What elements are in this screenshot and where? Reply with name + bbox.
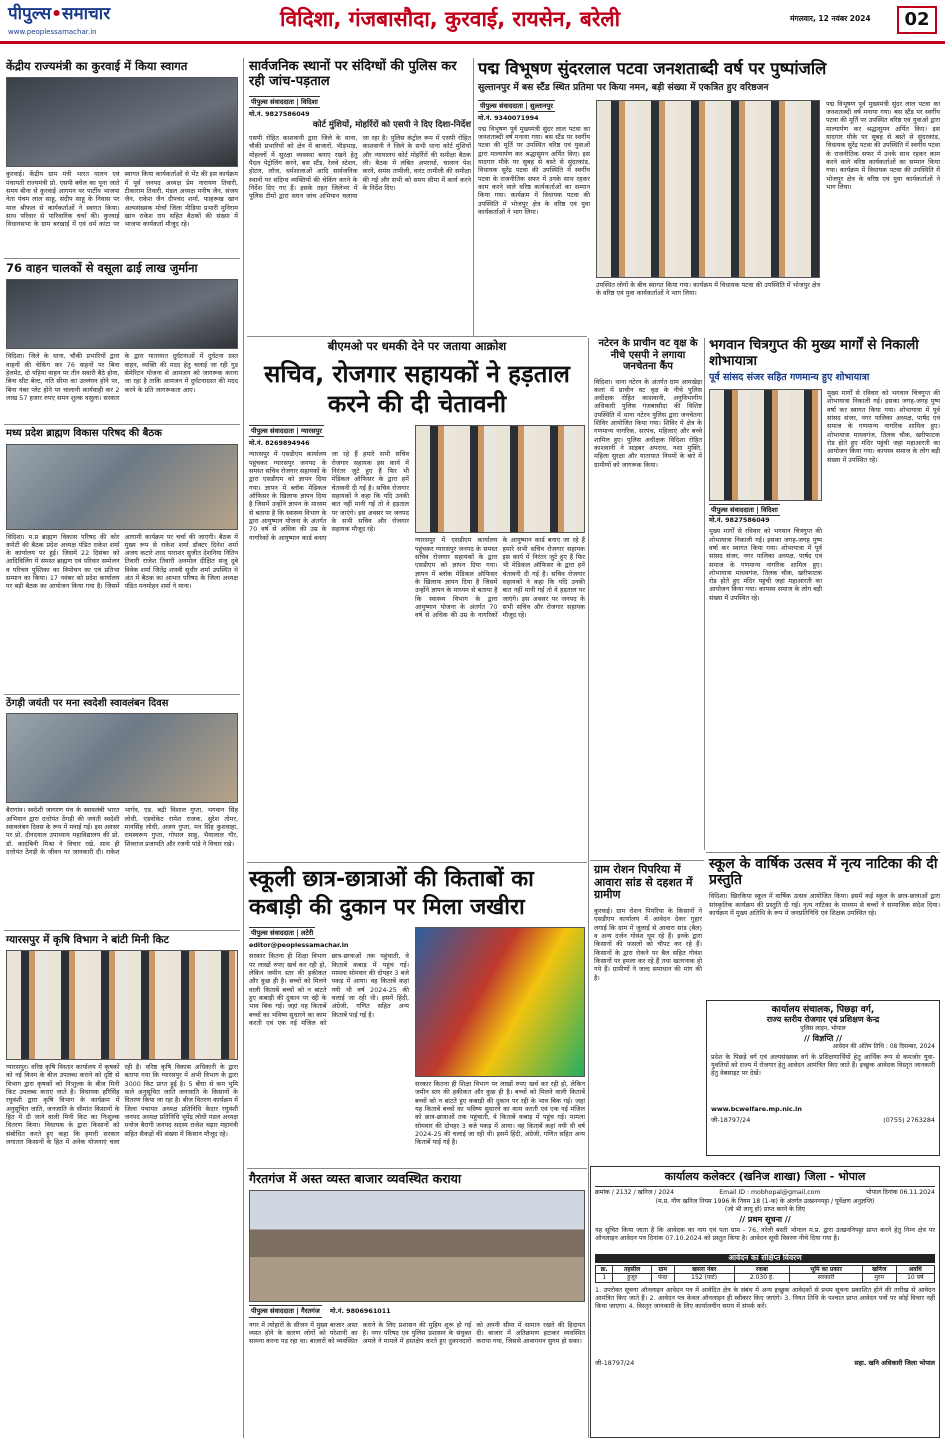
- netran-headline: नटेरन के प्राचीन वट वृक्ष के नीचे एसपी ने लगाया जनचेतना कैंप: [598, 338, 698, 372]
- police-story: [249, 60, 471, 335]
- ad2-title: कार्यालय कलेक्टर (खनिज शाखा) जिला - भोपाल: [595, 1171, 935, 1187]
- agri-body: ग्यारसपुर। वरिष्ठ कृषि विस्तार कार्यालय में कृषकों को नई किस्म के बीज उपलब्ध कराने को दृष्टि से विभाग द्वारा कृषकों को निःशुल्क के बीज मिनी किट उपलब्ध कराए जाते है। विधायक हरिसिंह रघुवंशी द्वारा कृषि विभाग के कार्यक्रम में अनुसूचित जाति, जनजाति के सीमांत किसानों के हित में दी जाने वाली मिनी किट का निःशुल्क वितरण किया। विधायक के द्वारा किसानों को संबोधित करते हुए कहा कि हमारी सरकार लगातार किसानों के हित में अनेक योजनाएं चला रही है। वरिष्ठ कृषि विकास अधिकारी के द्वारा बताया गया कि ग्यारसपुर में अभी विभाग के द्वारा 3000 किट प्राप्त हुई है। 5 बीघा से कम भूमि वाले अनुसूचित जाति जनजाति के किसानों के वितरण किया जा रहा है। बीज वितरण कार्यक्रम में जिला पंचायत अध्यक्ष प्रतिनिधि केदार रघुवंशी जनपद अध्यक्ष प्रतिनिधि भूपेंद्र लोधी मंडल अध्यक्ष मनोज बैरागी जनपद सदस्य राजेश चढ़ार महामंत्री सहित सैकड़ों की संख्या में किसान मौजूद रहे।: [6, 1063, 238, 1147]
- ad2-td: फंदा: [651, 1274, 674, 1283]
- patwa-body: पद्म विभूषण पूर्व मुख्यमंत्री सुंदर लाल पटवा का जनशताब्दी वर्ष मनाया गया। बस स्टैंड पर स्वर्गीय पटवा की मूर्ति पर उपस्थित वरिष्ठ एवं युवाओं द्वारा माल्यार्पण कर श्रद्धासुमन अर्पित किए। इस यादगार मौके पर सुबह से बस्ते से सुंदरकांड, विधायक सुरेंद्र पटवा की उपस्थिति में स्वर्गीय पटवा के राजनीतिक सफर में उनके साथ रहकर काम करने वाले वरिष्ठ कार्यकर्ताओं का सम्मान किया गया। कार्यक्रम में विधायक पटवा की उपस्थिति में भोजपुर क्षेत्र के वरिष्ठ एवं युवा कार्यकर्ताओं ने भाग लिया।: [478, 124, 590, 217]
- ad1-title2: राज्य स्तरीय रोजगार एवं प्रशिक्षण केन्द्र: [766, 1015, 880, 1025]
- website: www.peoplessamachar.in: [8, 28, 97, 36]
- ad-backward-class: [706, 1000, 940, 1156]
- netran-body: विदिशा। थाना नटेरन के अंतर्गत ग्राम आमखेड़ा कलां में प्राचीन वट वृक्ष के नीचे पुलिस अधीक्षक रोहित काशवानी, अनुविभागीय अधिकारी पुलिस गंजबासौदा की विशिष्ट उपस्थिति में थाना नटेरन पुलिस द्वारा जनचेतना शिविर आयोजित किया गया। शिविर में क्षेत्र के गणमान्य नागरिक, सरपंच, महिलाएं और बच्चे शामिल हुए। पुलिस अधीक्षक विदिशा रोहित काशवानी ने साइबर अपराध, नशा मुक्ति, महिला सुरक्षा और यातायात नियमों के बारे में ग्रामीणों को जागरूक किया।: [594, 377, 702, 469]
- police-byline: पीपुल्स संवाददाता | विदिशा: [249, 96, 320, 108]
- ad2-th: अवधि: [896, 1265, 934, 1274]
- bull-headline: ग्राम रोशन पिपरिया में आवारा सांड से दहशत में ग्रामीण: [594, 863, 693, 902]
- ad1-address: पुलिस लाइन, भोपाल: [800, 1024, 846, 1032]
- patwa-photo: [596, 100, 820, 278]
- ad2-table: [595, 1265, 935, 1283]
- patwa-mobile: मो.नं. 9340071994: [478, 113, 539, 122]
- minister-story: [6, 60, 238, 256]
- ad1-title: कार्यालय संचालक, पिछड़ा वर्ग,: [771, 1005, 875, 1015]
- bmo-photo: [415, 425, 585, 533]
- page-number: 02: [897, 6, 937, 34]
- fine-body: विदिशा। जिले के थाना, चौकी प्रभारियों द्वारा वाहनों की चेकिंग कर 76 वाहनों पर बिना हेलमेट, दो पहिया वाहन पर तीन सवारी बैठे होना, बिना सीट बेल्ट, गति सीमा का उल्लंघन होने पर, बिना नंबर प्लेट होने पर चालानी कार्यवाही कर 2 लाख 57 हजार रुपए समन शुल्क वसूला। सरकार के द्वारा यातायात दुर्घटनाओं में दुर्घटना ग्रस्त वाहन, व्यक्ति की मदद हेतु चलाई जा रही गुड सेमेरिटन योजना से आमजन को जागरूक करना जा रहा है ताकि आमजन में दुर्घटनाग्रस्त की मदद करने के प्रति जागरूकता आए।: [6, 352, 238, 402]
- ad1-contact: (0755) 2763284: [883, 1115, 935, 1124]
- ad2-th: खसरा नंबर: [674, 1265, 734, 1274]
- brand-logo: पीपुल्स•समाचार: [8, 4, 111, 24]
- brahmin-headline: मध्य प्रदेश ब्राह्मण विकास परिषद की बैठक: [6, 428, 162, 439]
- chitragupt-byline: पीपुल्स संवाददाता | विदिशा: [709, 504, 780, 516]
- school-body-cont: सरकार कितना ही शिक्षा विभाग पर लाखों रुपए खर्च कर रही हो, लेकिन जमीन स्तर की हकीकत और कुछ ही है। बच्चों को मिलने वाली किताबें बच्चों को न बांटते हुए कबाड़ी की दुकान पर रद्दी के भाव बिक गई। जहां यह किताबें बच्चों का भविष्य सुधारने का काम करती एवं एक नई मंजिल को छात्र-छात्राओं तक पहुंचाती, वे किताबें कबाड़ में पहुंच गई। मामला सोमवार की दोपहर 3 बजे पकड़ में आया। वह किताबें कहां नयी थी वर्ष 2024-25 की चलाई जा रही थी। इसमें हिंदी, अंग्रेजी, गणित सहित अन्य किताबें पाई गई है।: [415, 1080, 585, 1147]
- ad2-td: 1: [596, 1274, 613, 1283]
- patwa-headline: पद्म विभूषण सुंदरलाल पटवा जनशताब्दी वर्ष पर पुष्पांजलि: [478, 59, 827, 78]
- ad1-deadline: आवेदन की अंतिम तिथि : 08 दिसम्बर, 2024: [832, 1043, 935, 1051]
- ad2-td: 10 वर्ष: [896, 1274, 934, 1283]
- school-email: editor@peoplessamachar.in: [249, 941, 349, 950]
- bull-story: [594, 864, 702, 1164]
- chitragupt-headline: भगवान चित्रगुप्त की मुख्य मार्गों से निकाली शोभायात्रा: [709, 337, 919, 369]
- ad-collector-mining: [590, 1166, 940, 1438]
- patwa-byline: पीपुल्स संवाददाता | सुल्तानपुर: [478, 100, 555, 112]
- annual-story: [709, 856, 940, 996]
- ad2-th: खनिज: [862, 1265, 896, 1274]
- chitragupt-body: मुख्य मार्गों से रविवार को भगवान चित्रगुप्त की शोभायात्रा निकाली गई। इसका जगह-जगह पुष्प वर्षा कर स्वागत किया गया। शोभायात्रा में पूर्व सांसद संजर, नगर पालिका अध्यक्ष, पार्षद एवं समाज के गणमान्य नागरिक शामिल हुए। शोभायात्रा माधवगंज, तिलक चौक, खरीफाटक रोड होते हुए मंदिर पहुंची जहां महाआरती का आयोजन किया गया। कायस्थ समाज के लोग बड़ी संख्या में उपस्थित रहे।: [709, 527, 822, 602]
- ad1-footer: जी-18797/24: [711, 1115, 751, 1124]
- brahmin-body: विदिशा। म.प्र ब्राह्मण विकास परिषद की कोर कमेटी की बैठक प्रदेश अध्यक्ष पंडित राकेश शर्मा के कार्यालय पर हुई। जिसमें 22 दिसंबर को आदिविलिंग में समस्त ब्राह्मण एवं परिवार सम्मेलन व परिचय पुस्तिका का विमोचन का एवं प्रतिभा सम्मान का किया। 17 नवंबर को प्रदेश कार्यालय पर बड़ी बैठक का आयोजन किया गया है। जिसमें आगामी कार्यक्रम पर चर्चा की जाएगी। बैठक में मुख्य रूप से राकेश शर्मा डॉक्टर दिनेश शर्मा अजय कटारे शरद पाराशर सुजीत देशनिया नितिन तिवारी राजेश तिवारी अनमोल दीक्षित संजू दुबे विवेक शर्मा जितेंद्र शास्त्री सुधीर शर्मा उपस्थित थे अंत में बैठक का आभार परिषद के जिला अध्यक्ष पंडित मनमोहन शर्मा ने माना।: [6, 532, 238, 591]
- ad2-th: क्र.: [596, 1265, 613, 1274]
- ad2-td: 2.030 हे.: [734, 1274, 790, 1283]
- ad2-th: ग्राम: [651, 1265, 674, 1274]
- chitragupt-photo: [709, 389, 822, 501]
- annual-headline: स्कूल के वार्षिक उत्सव में नृत्य नाटिका की दी प्रस्तुति: [709, 856, 938, 889]
- ad2-table-title: आवेदन का संक्षिप्त विवरण: [595, 1254, 935, 1263]
- police-subhead: कोर्ट मुंशियों, मोहर्रिरों को एसपी ने दिए दिशा-निर्देश: [312, 120, 471, 131]
- section-title: विदिशा, गंजबासौदा, कुरवाई, रायसेन, बरेली: [280, 7, 621, 31]
- ad2-sign: सहा. खनि अधिकारी जिला भोपाल: [854, 1358, 935, 1367]
- bmo-headline: सचिव, रोजगार सहायकों ने हड़ताल करने की दी चेतावनी: [264, 360, 570, 419]
- brahmin-photo: [6, 444, 238, 530]
- minister-body: कुरवाई। केंद्रीय ग्राम मंत्री भारत पालन एवं पंचायती राज्यमंत्री प्रो. एसपी बघेल का पूना जाते समय बीना से कुरवाई आगमन पर पार्टीय भाजपा नेता पंचम लाल साहू, संदीप साहू के निवास पर माल श्रीफल से कार्यकर्ताओं ने स्वागत किया। साथ परिवार से पारिवारिक चर्चा की। कुरवाई विधानसभा के ग्राम बरखाई में एवं धर्म कांटा पर स्वागत किया कार्यकर्ताओं से भेंट की इस कार्यक्रम में पूर्व जनपद अध्यक्ष प्रेम नारायण तिवारी, टीकाराम तिवारी, मंडल अध्यक्ष मनीष जैन, संजय जैन, राकेश जैन दीपचंद शर्मा, फाहरूख खान अल्पसंख्यक मोर्चा जिला मीडिया प्रभारी मुनिराम खान राकेश राय सहित बैठकों की संख्या में भाजपा कार्यकर्ता मौजूद रहे।: [6, 170, 238, 229]
- swadeshi-story: [6, 698, 238, 928]
- police-body: एसपी रोहित काशवानी द्वारा जिले के थाना, चौकी प्रभारियों को क्षेत्र में बाजारों, भीड़भाड़, मोहल्लों में सुरक्षा व्यवस्था बनाए रखने हेतु पैदल पेट्रोलिंग करने, बस स्टैंड, रेलवे स्टेशन, होटल, लॉज, धर्मशालाओं आदि सार्वजनिक स्थानों पर संदिग्ध व्यक्तियों की चेकिंग करने के निर्देश दिए गए हैं। इसके तहत जिलेभर में पुलिस टीमों द्वारा सघन जांच अभियान चलाया जा रहा है। पुलिस कंट्रोल रूम में एसपी रोहित काशवानी ने जिले के सभी थाना कोर्ट मुंशियों और न्यायालय कोर्ट मोहर्रिरों की समीक्षा बैठक ली। बैठक में लंबित अपराधों, चालान पेश करने, समंस तामीली, वारंट तामीली की समीक्षा की गई और सभी को समय सीमा में कार्य करने के निर्देश दिए।: [249, 133, 471, 201]
- bmo-body: ग्यारसपुर में एसडीएम कार्यालय पहुंचकर ग्यारसपुर जनपद के समस्त सचिव रोजगार सहायकों के द्वारा एसडीएम को ज्ञापन दिया गया। ज्ञापन में ब्लॉक मेडिकल ऑफिसर के खिलाफ ज्ञापन दिया है जिसमें उन्होंने ज्ञापन के माध्यम से बताया है कि स्वास्थ्य विभाग के द्वारा आयुष्मान योजना के अंतर्गत 70 वर्ष से अधिक की उम्र के नागरिकों के आयुष्मान कार्ड बनाए जा रहे हैं हमारे सभी सचिव रोजगार सहायक इस कार्य में निरंतर जुटे हुए हैं फिर भी मेडिकल ऑफिसर के द्वारा हमें चेतावनी दी गई है। सचिव रोजगार सहायकों ने कहा कि यदि उनकी बात नहीं मानी गई तो वे हड़ताल पर जाएंगे। इस अवसर पर जनपद के सभी सचिव और रोजगार सहायक मौजूद रहे।: [249, 450, 409, 542]
- ad2-date: भोपाल दिनांक 06.11.2024: [865, 1188, 935, 1196]
- ganj-byline: पीपुल्स संवाददाता | गैरतगंज: [249, 1305, 322, 1317]
- bmo-byline: पीपुल्स संवाददाता | ग्यारसपुर: [249, 425, 324, 437]
- police-mobile: मो.नं. 9827586049: [249, 110, 310, 119]
- annual-body: विदिशा। खिरकिया स्कूल में वार्षिक उत्सव आयोजित किया। इसमें कई स्कूल के छात्र-छात्राओं द्वारा सांस्कृतिक कार्यक्रम की प्रस्तुति दी गई। नृत्य नाटिका के माध्यम से बच्चों ने सामाजिक संदेश दिया। कार्यक्रम में मुख्य अतिथि के रूप में जनप्रतिनिधि एवं शिक्षक उपस्थित रहे।: [709, 892, 940, 917]
- ad2-th: तहसील: [613, 1265, 651, 1274]
- ganj-headline: गैरतगंज में अस्त व्यस्त बाजार व्यवस्थित कराया: [249, 1171, 462, 1186]
- patwa-subhead: सुल्तानपुर में बस स्टैंड स्थित प्रतिमा पर किया नमन, बड़ी संख्या में एकत्रित हुए वरिष्ठजन: [478, 81, 769, 93]
- chitragupt-subhead: पूर्व सांसद संजर सहित गणमान्य हुए शोभायात्रा: [709, 372, 870, 384]
- bmo-mobile: मो.नं. 8269894946: [249, 439, 310, 448]
- fine-headline: 76 वाहन चालकों से वसूला ढाई लाख जुर्माना: [6, 261, 198, 275]
- minister-photo: [6, 77, 238, 167]
- ad2-table-header: [596, 1265, 935, 1274]
- school-headline: स्कूली छात्र-छात्राओं की किताबों का कबाड़ी की दुकान पर मिला जखीरा: [249, 867, 534, 920]
- agri-headline: ग्यारसपुर में कृषि विभाग ने बांटी मिनी किट: [6, 934, 169, 946]
- ad2-td: 152 (पार्ट): [674, 1274, 734, 1283]
- ad2-ref: क्रमांक / 2132 / खनिज / 2024: [595, 1188, 675, 1196]
- bmo-body-cont: ग्यारसपुर में एसडीएम कार्यालय पहुंचकर ग्यारसपुर जनपद के समस्त सचिव रोजगार सहायकों के द्वारा एसडीएम को ज्ञापन दिया गया। ज्ञापन में ब्लॉक मेडिकल ऑफिसर के खिलाफ ज्ञापन दिया है जिसमें उन्होंने ज्ञापन के माध्यम से बताया है कि स्वास्थ्य विभाग के द्वारा आयुष्मान योजना के अंतर्गत 70 वर्ष से अधिक की उम्र के नागरिकों के आयुष्मान कार्ड बनाए जा रहे हैं हमारे सभी सचिव रोजगार सहायक इस कार्य में निरंतर जुटे हुए हैं फिर भी मेडिकल ऑफिसर के द्वारा हमें चेतावनी दी गई है। सचिव रोजगार सहायकों ने कहा कि यदि उनकी बात नहीं मानी गई तो वे हड़ताल पर जाएंगे। इस अवसर पर जनपद के सभी सचिव और रोजगार सहायक मौजूद रहे।: [415, 536, 585, 620]
- school-byline: पीपुल्स संवाददाता | लटेरी: [249, 927, 315, 939]
- masthead: [0, 0, 945, 44]
- netran-story: [594, 338, 702, 858]
- ad2-email: Email ID : mobhopal@gmail.com: [719, 1188, 821, 1196]
- police-headline: सार्वजनिक स्थानों पर संदिग्धों की पुलिस कर रही जांच-पड़ताल: [249, 59, 457, 89]
- ad2-td: हुजूर: [613, 1274, 651, 1283]
- school-body: सरकार कितना ही शिक्षा विभाग पर लाखों रुपए खर्च कर रही हो, लेकिन जमीन स्तर की हकीकत और कुछ ही है। बच्चों को मिलने वाली किताबें बच्चों को न बांटते हुए कबाड़ी की दुकान पर रद्दी के भाव बिक गई। जहां यह किताबें बच्चों का भविष्य सुधारने का काम करती एवं एक नई मंजिल को छात्र-छात्राओं तक पहुंचाती, वे किताबें कबाड़ में पहुंच गई। मामला सोमवार की दोपहर 3 बजे पकड़ में आया। वह किताबें कहां नयी थी वर्ष 2024-25 की चलाई जा रही थी। इसमें हिंदी, अंग्रेजी, गणित सहित अन्य किताबें पाई गई है।: [249, 952, 409, 1027]
- ad2-notes: 1. उपरोक्त सूचना ऑनलाइन आवेदन पत्र में आवेदित क्षेत्र के संबंध में अन्य इच्छुक आवेदकों से प्रथम सूचना प्रकाशित होने की तारीख से आवेदन आमंत्रित किए जाते हैं। 2. आवेदन पत्र केवल ऑनलाइन ही स्वीकार किए जाएंगे। 3. नियत तिथि के पश्चात प्राप्त आवेदन पत्रों पर कोई विचार नहीं किया जाएगा। 4. विस्तृत जानकारी के लिए कार्यालयीन समय में संपर्क करें।: [595, 1285, 935, 1311]
- issue-date: मंगलवार, 12 नवंबर 2024: [790, 14, 871, 23]
- ad2-th: रकबा: [734, 1265, 790, 1274]
- ad1-label: // विज्ञप्ति //: [803, 1034, 842, 1044]
- ganj-story: [249, 1172, 585, 1440]
- ad1-website: www.bcwelfare.mp.nic.in: [711, 1104, 802, 1113]
- ad2-th: भूमि का प्रकार: [790, 1265, 862, 1274]
- ad2-footer: जी-18797/24: [595, 1358, 635, 1367]
- brahmin-story: [6, 428, 238, 692]
- ganj-photo: [249, 1190, 585, 1302]
- ganj-mobile: मो.नं. 9806961011: [330, 1307, 391, 1316]
- minister-headline: केंद्रीय राज्यमंत्री का कुरवाई में किया स्वागत: [6, 59, 188, 73]
- ad2-body: यह सूचित किया जाता है कि आवेदक का नाम एवं पता ग्राम - 76, नरेली बस्ती भोपाल म.प्र. द्वारा उत्खननिपट्टा प्राप्त करने हेतु निम्न क्षेत्र पर ऑनलाइन आवेदन पत्र दिनांक 07.10.2024 को प्रस्तुत किया है। आवेदन सूची विवरण नीचे दिया गया है।: [595, 1226, 935, 1243]
- ad2-td: सरकारी: [790, 1274, 862, 1283]
- fine-photo: [6, 279, 238, 349]
- chitragupt-mobile: मो.नं. 9827586049: [709, 516, 770, 525]
- fine-story: [6, 262, 238, 422]
- chitragupt-body-cont: मुख्य मार्गों से रविवार को भगवान चित्रगुप्त की शोभायात्रा निकाली गई। इसका जगह-जगह पुष्प वर्षा कर स्वागत किया गया। शोभायात्रा में पूर्व सांसद संजर, नगर पालिका अध्यक्ष, पार्षद एवं समाज के गणमान्य नागरिक शामिल हुए। शोभायात्रा माधवगंज, तिलक चौक, खरीफाटक रोड होते हुए मंदिर पहुंची जहां महाआरती का आयोजन किया गया। कायस्थ समाज के लोग बड़ी संख्या में उपस्थित रहे।: [827, 388, 940, 464]
- school-photo: [415, 927, 585, 1077]
- table-row: [596, 1274, 935, 1283]
- brand-left: पीपुल्स: [8, 4, 52, 24]
- patwa-body-cont: पद्म विभूषण पूर्व मुख्यमंत्री सुंदर लाल पटवा का जनशताब्दी वर्ष मनाया गया। बस स्टैंड पर स्वर्गीय पटवा की मूर्ति पर उपस्थित वरिष्ठ एवं युवाओं द्वारा माल्यार्पण कर श्रद्धासुमन अर्पित किए। इस यादगार मौके पर सुबह से बस्ते से सुंदरकांड, विधायक सुरेंद्र पटवा की उपस्थिति में स्वर्गीय पटवा के राजनीतिक सफर में उनके साथ रहकर काम करने वाले वरिष्ठ कार्यकर्ताओं का सम्मान किया गया। कार्यक्रम में विधायक पटवा की उपस्थिति में भोजपुर क्षेत्र के वरिष्ठ एवं युवा कार्यकर्ताओं ने भाग लिया।: [826, 99, 940, 191]
- school-story: [249, 866, 585, 1166]
- ad2-sub: (जो भी लागू हो) प्राप्त करने के लिए: [724, 1206, 806, 1214]
- ganj-body: नगर में त्योहारों के सीजन में मुख्य बाजार अस्त व्यस्त होने के कारण लोगों को परेशानी का सामना करना पड़ रहा था। बाजारों को व्यवस्थित कराने के लिए प्रशासन की मुहिम शुरू हो गई है। नगर परिषद एवं पुलिस प्रशासन के संयुक्त अमले ने मामले में हस्तक्षेप करते हुए दुकानदारों को अपनी सीमा में सामान रखने की हिदायत दी। बाजार में अतिक्रमण हटाकर व्यवस्थित कराया गया, जिससे आवागमन सुगम हो सका।: [249, 1320, 585, 1346]
- ad1-body: प्रदेश के पिछड़े वर्ग एवं अल्पसंख्यक वर्ग के प्रशिक्षणार्थियों हेतु आर्थिक रूप से कमजोर युवा-युवतियों को राज्य में रोजगार हेतु आवेदन आमंत्रित किए जाते हैं। इच्छुक आवेदक विस्तृत जानकारी हेतु वेबसाइट पर देखें।: [711, 1052, 935, 1078]
- brand-right: समाचार: [61, 4, 111, 24]
- bmo-kicker: बीएमओ पर धमकी देने पर जताया आक्रोश: [327, 339, 507, 353]
- ad2-label: // प्रथम सूचना //: [739, 1214, 791, 1224]
- bull-body: कुरवाई। ग्राम रोशन पिपरिया के किसानों ने एसडीएम कार्यालय में आवेदन देकर गुहार लगाई कि ग्राम में जुलाई से आवारा सांड (बैल) व अन्य दर्जन गोवंश घूम रहे हैं। इनके द्वारा किसानों की फसलों को चौपट कर रहे हैं। किसानों के द्वारा रोकने पर बैल सहित गोवंश किसानों पर हमला कर रहे हैं तथा खतरनाक हो गये हैं। ग्रामीणों ने जल्द समाधान की मांग की है।: [594, 906, 702, 982]
- ad2-act: (म.प्र. गौण खनिज नियम 1996 के नियम 18 (1-क) के अंतर्गत उत्खननपट्टा / पूर्वेक्षण अनुज्ञप्ति): [655, 1198, 875, 1206]
- swadeshi-headline: ठेंगड़ी जयंती पर मना स्वदेशी स्वावलंबन दिवस: [6, 698, 169, 709]
- bmo-story: [249, 340, 585, 860]
- swadeshi-body: बैरागांव। स्वदेशी जागरण मंच के स्वावलंबी भारत अभियान द्वारा दत्तोपंत ठेंगड़ी की जयंती स्वदेशी स्वावलंबन दिवस के रूप में मनाई गई। इस अवसर पर प्रो. दीनदयाल उपाध्याय महाविद्यालय की प्रो. डॉ. कादंबिनी मिश्रा ने विचार रखे, साथ ही दत्तोपंत ठेंगड़ी के जीवन पर जानकारी दी। राकेश भार्गव, एड. बद्री विशाल गुप्ता, भगवान सिंह लोधी, एडवोकेट रामेश राजक, सुरेश तोमर, मानसिंह लोधी, अजय गुप्ता, मन सिंह कुशवाहा, रामस्वरूप गुप्ता, गोपाल साहू, भैयालाल गौर, शिवराज प्रजापति और रजनी पांडे ने विचार रखे।: [6, 806, 238, 856]
- agri-photo: [6, 950, 238, 1060]
- chitragupt-story: [709, 338, 940, 850]
- agri-story: [6, 934, 238, 1439]
- patwa-caption: उपस्थित लोगों के बीच स्वागत किया गया। कार्यक्रम में विधायक पटवा की उपस्थिति में भोजपुर क्षेत्र के वरिष्ठ एवं युवा कार्यकर्ताओं ने भाग लिया।: [596, 280, 820, 297]
- ad2-td: मुरम: [862, 1274, 896, 1283]
- swadeshi-photo: [6, 713, 238, 803]
- patwa-story: [478, 60, 940, 334]
